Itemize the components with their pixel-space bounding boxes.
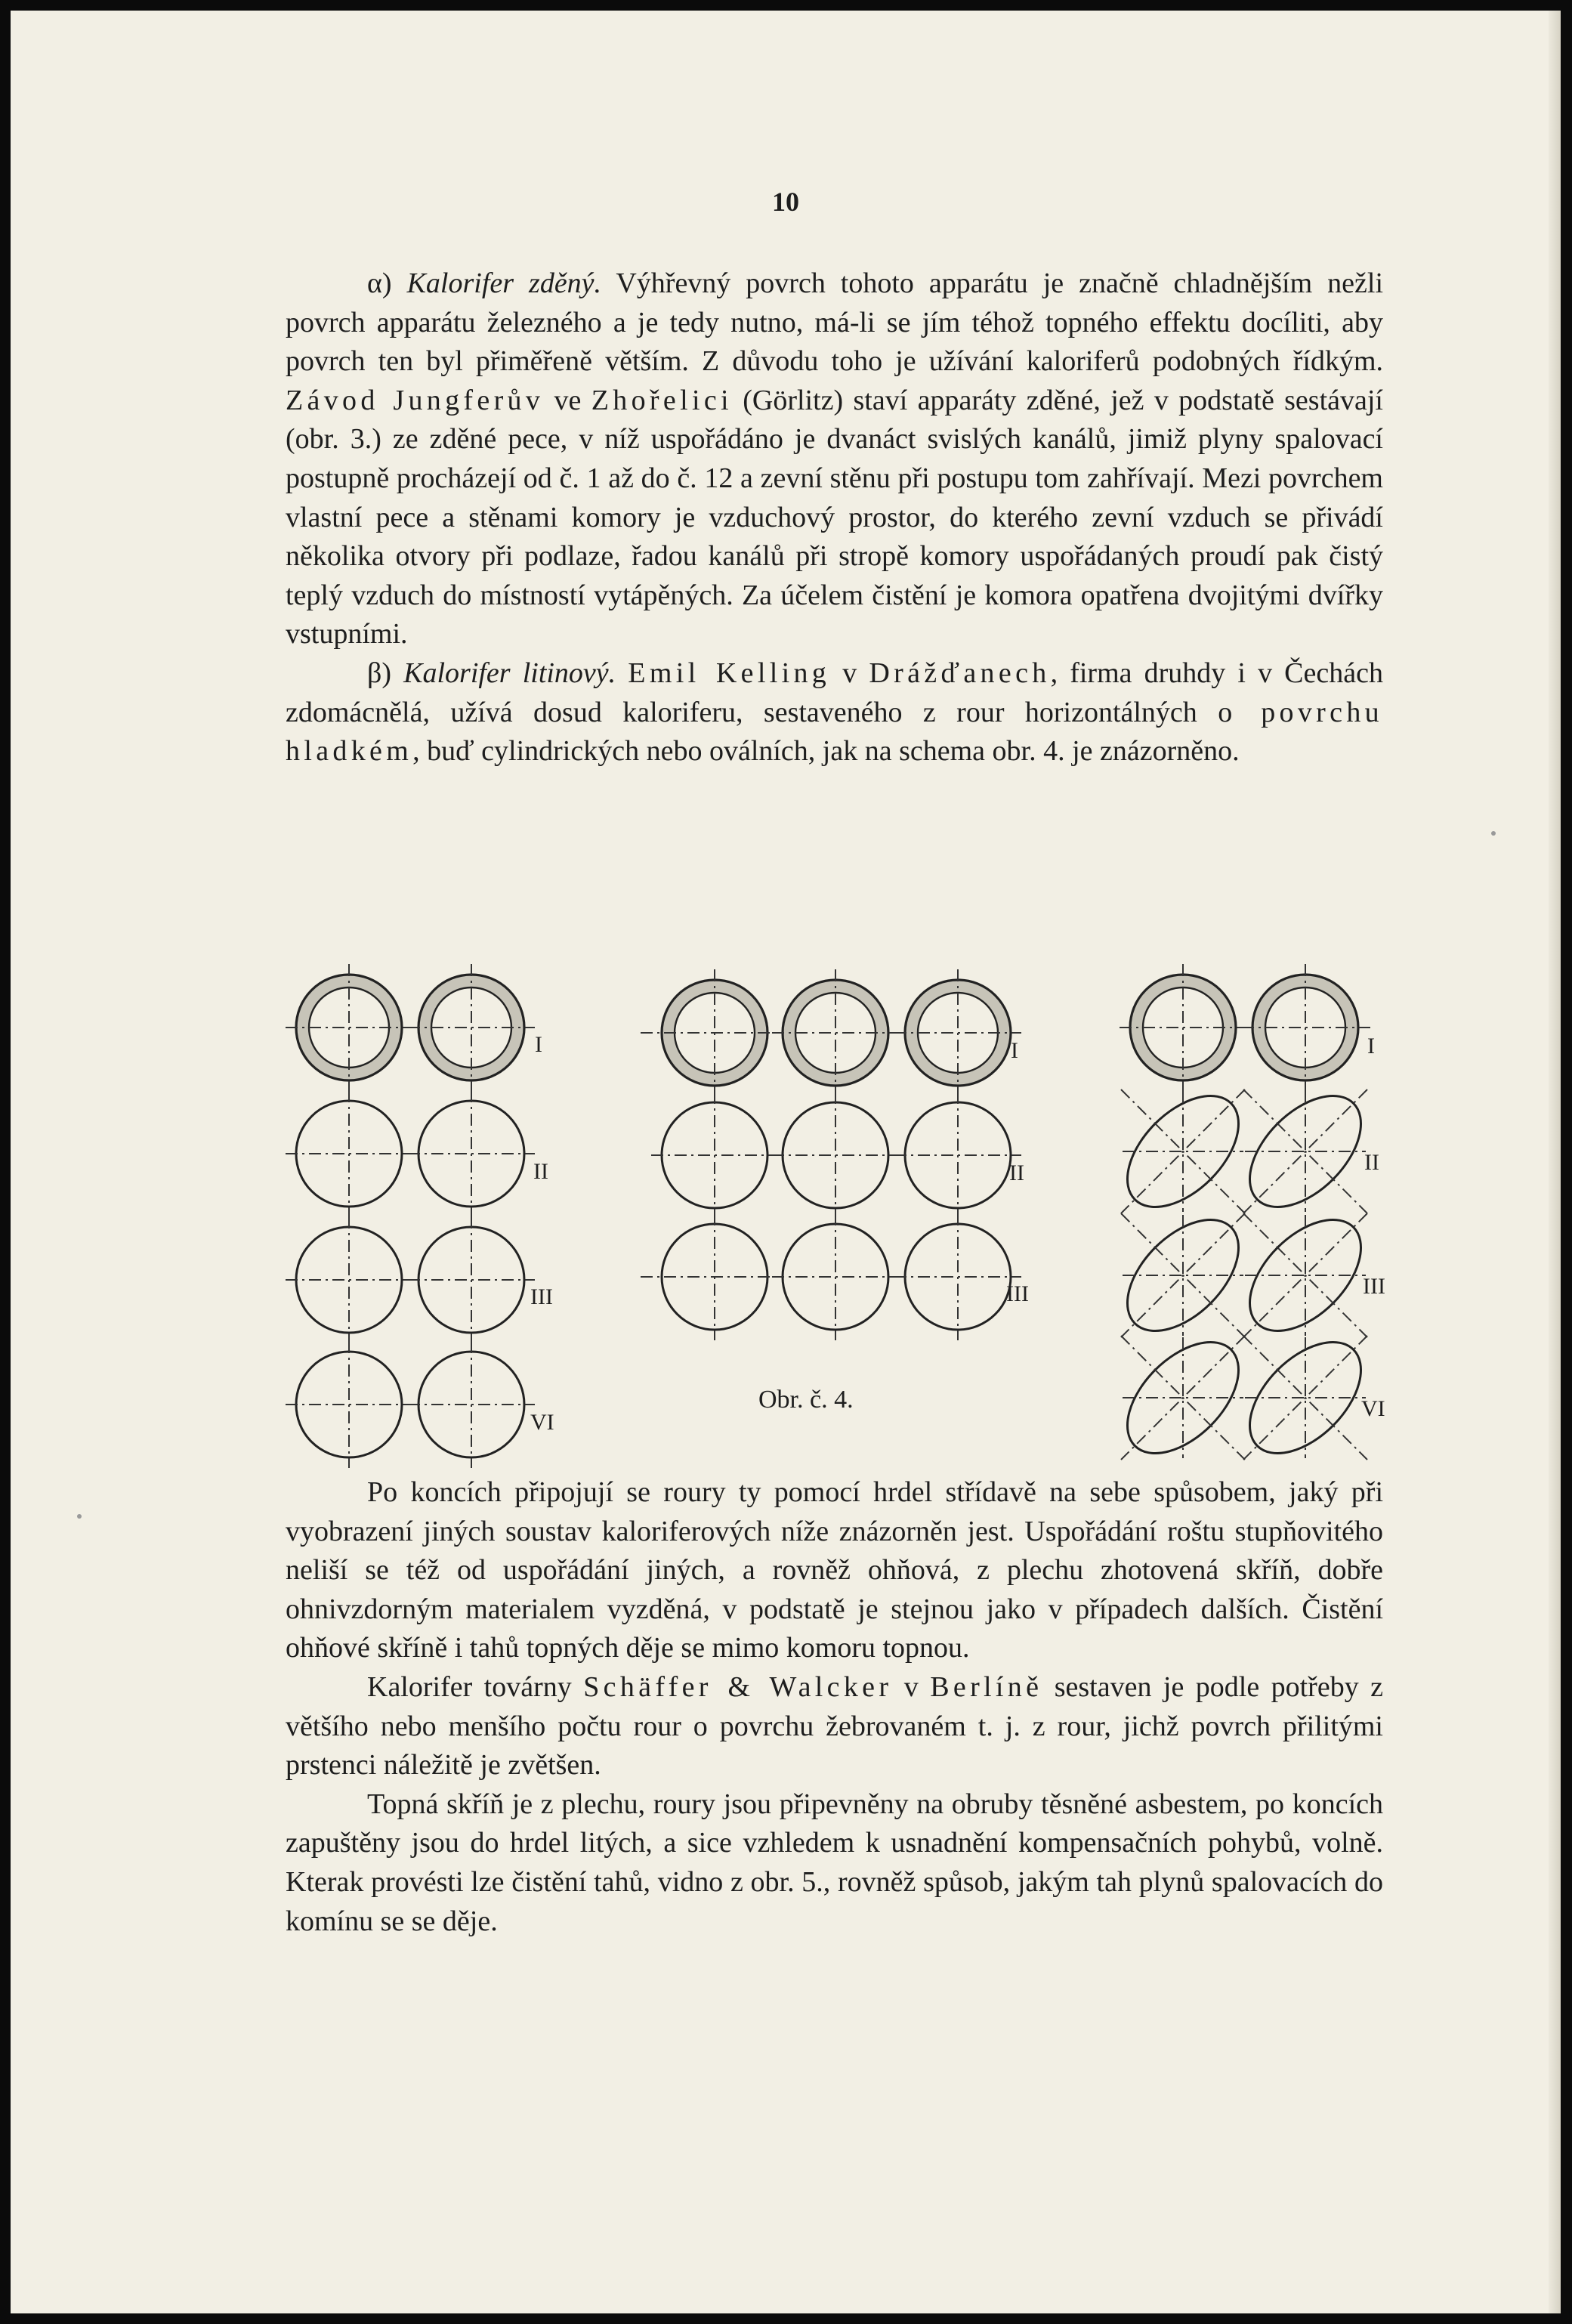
thick-pipe xyxy=(1120,964,1246,1091)
row-label: III xyxy=(1363,1274,1385,1299)
section-title: Kalorifer litinový. xyxy=(403,657,616,689)
circular-pipe xyxy=(651,1092,778,1219)
run: Výhřevný povrch tohoto apparátu je značně chladnějším nežli povrch apparátu železného a je tedy nutno, má-li se jím téhož topného effektu docíliti, aby povrch ten byl přiměřeně větším. Z důvodu toho je užívání kaloriferů podobných řídkým. xyxy=(286,267,1384,378)
circular-pipe xyxy=(286,1090,412,1217)
thick-pipe xyxy=(408,964,535,1091)
figure-4 xyxy=(11,11,1561,2313)
run: , firma druhdy i v Čechách zdomácnělá, užívá dosud kaloriferu, sestaveného z rour horizontálných xyxy=(286,657,1383,728)
run: ve xyxy=(544,384,591,416)
spaced-place: Berlíně xyxy=(930,1670,1043,1703)
spaced-name: Emil Kelling xyxy=(628,657,831,689)
row-label: III xyxy=(1006,1281,1029,1306)
paragraph xyxy=(286,1473,1383,1668)
circular-pipe xyxy=(641,1213,778,1340)
pipe-group-2 xyxy=(641,969,1029,1340)
circular-pipe xyxy=(408,1216,535,1343)
row-label: VI xyxy=(1361,1396,1385,1421)
text-block-bottom xyxy=(286,1473,1383,1941)
circular-pipe xyxy=(894,1213,1021,1340)
pipe-group-1 xyxy=(286,964,554,1468)
run: Topná skříň je z plechu, roury jsou připevněny na obruby těsněné asbestem, po koncích zapuštěny jsou do hrdel litých, a sice vzhledem k usnadnění kompensačních pohybů, volně. Kterak provésti lze čistění tahů, vidno z obr. 5., rovněž spůsob, jakým tah plynů spalovacích do komínu se se děje. xyxy=(286,1788,1383,1937)
thick-pipe xyxy=(772,969,899,1096)
run: , buď cylindrických nebo oválních, jak na schema obr. 4. je znázorněno. xyxy=(412,735,1240,768)
spaced-name: Schäffer & Walcker xyxy=(583,1670,893,1703)
circular-pipe xyxy=(772,1213,899,1340)
thick-pipe xyxy=(1242,964,1370,1091)
circular-pipe xyxy=(772,1092,899,1219)
run: Kalorifer továrny xyxy=(367,1670,584,1703)
row-label: VI xyxy=(530,1410,554,1435)
oval-pipe xyxy=(1230,1076,1382,1228)
thick-pipe xyxy=(894,969,1021,1096)
row-label: II xyxy=(1009,1160,1024,1185)
paragraph xyxy=(286,1785,1383,1941)
oval-pipe xyxy=(1230,1200,1382,1352)
oval-pipe xyxy=(1107,1200,1259,1352)
book-page xyxy=(11,11,1561,2313)
circular-pipe xyxy=(286,1216,412,1343)
oval-pipe xyxy=(1107,1076,1259,1228)
row-label: II xyxy=(1364,1150,1379,1175)
page-number: 10 xyxy=(772,187,799,217)
circular-pipe xyxy=(894,1092,1021,1219)
circular-pipe xyxy=(286,1341,412,1468)
section-label: α) xyxy=(367,267,392,299)
section-title: Kalorifer zděný. xyxy=(406,267,602,299)
paragraph xyxy=(286,1668,1383,1785)
oval-pipe xyxy=(1230,1322,1382,1474)
spaced-phrase: o povrchu hladkém xyxy=(286,696,1383,768)
row-label: III xyxy=(530,1284,553,1309)
thick-pipe xyxy=(641,969,778,1096)
spaced-place: Drážďanech xyxy=(869,657,1051,689)
circular-pipe xyxy=(408,1090,535,1217)
run: sestaven je podle potřeby z většího nebo menšího počtu rour o povrchu žebrovaném t. j. z rour, jichž povrch přilitými prstenci náležitě je zvětšen. xyxy=(286,1670,1383,1782)
spaced-place: Zhořelici xyxy=(591,384,733,416)
run: Po koncích připojují se roury ty pomocí hrdel střídavě na sebe spůsobem, jaký při vyobrazení jiných soustav kaloriferových níže znázorněn jest. Uspořádání roštu stupňovitého neliší se též od uspořádání jiných, a rovněž ohňová, z plechu zhotovená skříň, dobře ohnivzdorným materialem vyzděná, v podstatě je stejnou jako v případech dalších. Čistění ohňové skříně i tahů topných děje se mimo komoru topnou. xyxy=(286,1476,1383,1664)
circular-pipe xyxy=(408,1341,535,1468)
row-label: I xyxy=(1367,1034,1375,1058)
row-label: I xyxy=(1011,1038,1018,1063)
run: v xyxy=(892,1670,931,1703)
run: v xyxy=(830,657,869,689)
run: (Görlitz) staví apparáty zděné, jež v podstatě sestávají (obr. 3.) ze zděné pece, v níž uspořádáno je dvanáct svislých kanálů, jimiž plyny spalovací postupně procházejí od č. 1 až do č. 12 a zevní stěnu při postupu tom zahřívají. Mezi povrchem vlastní pece a stěnami komory je vzduchový prostor, do kterého zevní vzduch se přivádí několika otvory při podlaze, řadou kanálů při stropě komory uspořádaných proudí pak čistý teplý vzduch do místností vytápěných. Za účelem čistění je komora opatřena dvojitými dvířky vstupními. xyxy=(286,384,1383,651)
spaced-name: Závod Jungferův xyxy=(286,384,545,416)
figure-caption: Obr. č. 4. xyxy=(758,1386,854,1414)
oval-pipe xyxy=(1107,1322,1259,1474)
section-label: β) xyxy=(367,657,391,689)
row-label: I xyxy=(535,1032,542,1057)
thick-pipe xyxy=(286,964,412,1091)
row-label: II xyxy=(533,1159,548,1184)
pipe-group-3 xyxy=(1107,964,1385,1473)
